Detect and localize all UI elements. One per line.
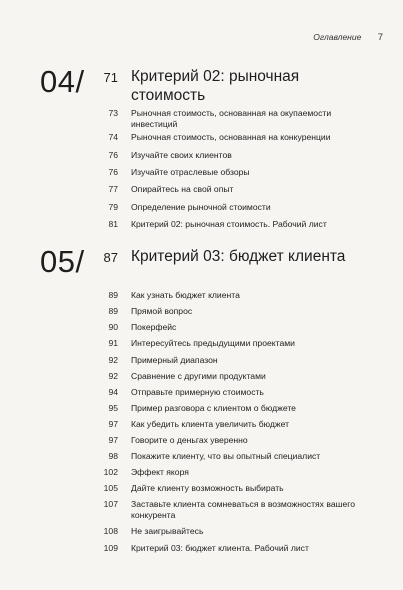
toc-entry-page: 97 bbox=[108, 419, 118, 429]
toc-entry-text: Рыночная стоимость, основанная на конкуренции bbox=[131, 132, 331, 142]
running-head-section: Оглавление bbox=[313, 32, 362, 42]
toc-entry-page: 97 bbox=[108, 435, 118, 445]
page-number: 7 bbox=[377, 32, 383, 43]
toc-entry-page: 94 bbox=[108, 387, 118, 397]
toc-entry-text: Не заигрывайтесь bbox=[131, 526, 204, 536]
toc-entry-text: Говорите о деньгах уверенно bbox=[131, 435, 248, 445]
toc-entry-text: Интересуйтесь предыдущими проектами bbox=[131, 338, 295, 348]
toc-entry-page: 89 bbox=[108, 290, 118, 300]
toc-entry-page: 92 bbox=[108, 371, 118, 381]
toc-entry-text: Эффект якоря bbox=[131, 467, 189, 477]
toc-entry-text: Отправьте примерную стоимость bbox=[131, 387, 264, 397]
toc-entry-page: 79 bbox=[108, 202, 118, 212]
toc-entry-page: 108 bbox=[103, 526, 118, 536]
toc-entry-text: Рыночная стоимость, основанная на окупаемости инвестиций bbox=[131, 108, 332, 129]
toc-entry-page: 77 bbox=[108, 184, 118, 194]
toc-entry-page: 107 bbox=[103, 499, 118, 509]
toc-entry-text: Покажите клиенту, что вы опытный специалист bbox=[131, 451, 321, 461]
toc-entry-page: 76 bbox=[108, 167, 118, 177]
toc-entry-page: 74 bbox=[108, 132, 118, 142]
toc-entry-page: 95 bbox=[108, 403, 118, 413]
running-head bbox=[313, 32, 383, 43]
toc-entry-page: 92 bbox=[108, 355, 118, 365]
toc-entry-page: 73 bbox=[108, 108, 118, 118]
chapter-page: 71 bbox=[103, 70, 118, 85]
toc-entry-text: Примерный диапазон bbox=[131, 355, 218, 365]
toc-entry-page: 81 bbox=[108, 219, 118, 229]
toc-entry-text: Изучайте отраслевые обзоры bbox=[131, 167, 250, 177]
chapter-title: Критерий 02: рыночная стоимость bbox=[131, 68, 300, 104]
toc-entry-text: Критерий 03: бюджет клиента. Рабочий лист bbox=[131, 543, 309, 553]
toc-entry-text: Дайте клиенту возможность выбирать bbox=[131, 483, 284, 493]
toc-entry-page: 90 bbox=[108, 322, 118, 332]
toc-entry-page: 91 bbox=[108, 338, 118, 348]
chapter-number: 04/ bbox=[40, 64, 85, 99]
toc-entry-text: Заставьте клиента сомневаться в возможностях вашего конкурента bbox=[131, 499, 356, 520]
toc-entry-text: Пример разговора с клиентом о бюджете bbox=[131, 403, 296, 413]
chapter-page: 87 bbox=[103, 250, 118, 265]
toc-entry-text: Изучайте своих клиентов bbox=[131, 150, 232, 160]
chapter-number: 05/ bbox=[40, 244, 85, 279]
toc-entry-text: Как убедить клиента увеличить бюджет bbox=[131, 419, 290, 429]
toc-entry-page: 102 bbox=[103, 467, 118, 477]
toc-entry-page: 109 bbox=[103, 543, 118, 553]
toc-entry-text: Покерфейс bbox=[131, 322, 177, 332]
toc-entry-page: 105 bbox=[103, 483, 118, 493]
toc-entry-page: 89 bbox=[108, 306, 118, 316]
toc-entry-text: Сравнение с другими продуктами bbox=[131, 371, 266, 381]
toc-entry-text: Как узнать бюджет клиента bbox=[131, 290, 240, 300]
toc-entry-page: 76 bbox=[108, 150, 118, 160]
toc-entry-page: 98 bbox=[108, 451, 118, 461]
toc-entry-text: Прямой вопрос bbox=[131, 306, 193, 316]
chapter-title: Критерий 03: бюджет клиента bbox=[131, 248, 346, 265]
toc-entry-text: Критерий 02: рыночная стоимость. Рабочий лист bbox=[131, 219, 327, 229]
toc-entry-text: Опирайтесь на свой опыт bbox=[131, 184, 234, 194]
toc-entry-text: Определение рыночной стоимости bbox=[131, 202, 271, 212]
